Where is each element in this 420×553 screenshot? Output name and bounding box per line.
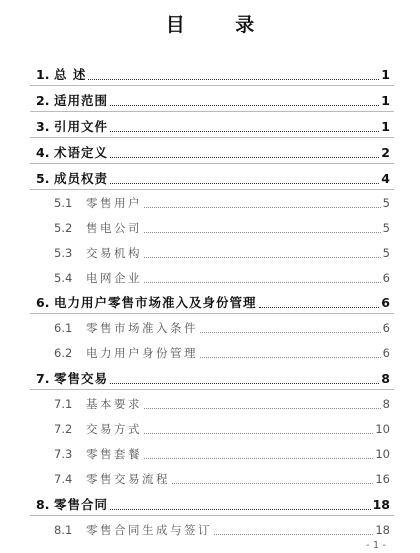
toc-entry-label: 电网企业 [86, 271, 142, 285]
dot-leader [110, 509, 371, 510]
toc-entry-label: 术语定义 [54, 145, 109, 160]
toc-entry-number: 7.4 [54, 472, 73, 486]
toc-entry-label: 适用范围 [54, 93, 109, 108]
dot-leader [110, 383, 379, 384]
toc-entry-number: 5. [36, 171, 50, 186]
toc-entry-page: 8 [381, 371, 390, 386]
toc-entry-number: 1. [36, 67, 50, 82]
toc-entry-number: 7.2 [54, 422, 73, 436]
toc-entry-number: 5.4 [54, 271, 73, 285]
toc-entry-number: 6. [36, 295, 50, 310]
toc-entry-page: 8 [382, 397, 390, 411]
toc-entry[interactable] [36, 367, 390, 387]
toc-entry[interactable] [36, 141, 390, 161]
dot-leader [200, 357, 381, 358]
toc-entry-page: 10 [375, 422, 390, 436]
toc-entry-number: 8. [36, 497, 50, 512]
toc-entry[interactable] [36, 493, 390, 513]
toc-entry-page: 6 [381, 295, 390, 310]
toc-entry-page: 16 [375, 472, 390, 486]
toc-entry-label: 零售交易 [54, 371, 109, 386]
toc-entry-label: 零售用户 [86, 196, 142, 210]
toc-entry-number: 4. [36, 145, 50, 160]
toc-entry-number: 3. [36, 119, 50, 134]
dot-leader [110, 105, 379, 106]
toc-entry-label: 电力用户身份管理 [86, 346, 198, 360]
toc-entry-number: 8.1 [54, 523, 73, 537]
toc-entry-page: 5 [382, 246, 390, 260]
toc-entry[interactable] [54, 241, 390, 261]
toc-entry[interactable] [36, 115, 390, 135]
toc-entry-page: 6 [382, 346, 390, 360]
toc-entry-label: 基本要求 [86, 397, 142, 411]
separator-line [30, 85, 394, 86]
toc-entry-label: 零售交易流程 [86, 472, 170, 486]
toc-entry-number: 7.1 [54, 397, 73, 411]
toc-entry[interactable] [54, 518, 390, 538]
dot-leader [110, 183, 379, 184]
toc-entry-page: 5 [382, 221, 390, 235]
toc-entry[interactable] [54, 266, 390, 286]
toc-entry-page: 18 [372, 497, 390, 512]
toc-entry-label: 电力用户零售市场准入及身份管理 [54, 295, 257, 310]
toc-entry-number: 7.3 [54, 447, 73, 461]
separator-line [30, 389, 394, 390]
dot-leader [259, 307, 380, 308]
toc-entry-label: 零售合同 [54, 497, 109, 512]
toc-entry-page: 6 [382, 271, 390, 285]
dot-leader [144, 207, 381, 208]
toc-entry-page: 18 [375, 523, 390, 537]
toc-entry-number: 5.1 [54, 196, 73, 210]
toc-entry-number: 5.2 [54, 221, 73, 235]
dot-leader [144, 232, 381, 233]
dot-leader [110, 157, 379, 158]
separator-line [30, 313, 394, 314]
separator-line [30, 137, 394, 138]
toc-entry-label: 零售市场准入条件 [86, 321, 198, 335]
toc-entry-page: 10 [375, 447, 390, 461]
toc-entry[interactable] [54, 392, 390, 412]
dot-leader [214, 534, 373, 535]
toc-entry[interactable] [54, 442, 390, 462]
toc-entry-number: 5.3 [54, 246, 73, 260]
toc-entry[interactable] [54, 191, 390, 211]
toc-entry-label: 交易机构 [86, 246, 142, 260]
toc-entry-page: 1 [381, 119, 390, 134]
toc-entry[interactable] [36, 167, 390, 187]
toc-entry[interactable] [36, 63, 390, 83]
toc-entry-label: 交易方式 [86, 422, 142, 436]
toc-entry[interactable] [54, 417, 390, 437]
toc-entry-label: 引用文件 [54, 119, 109, 134]
separator-line [30, 189, 394, 190]
toc-entry-page: 2 [381, 145, 390, 160]
toc-entry-page: 1 [381, 67, 390, 82]
dot-leader [110, 131, 379, 132]
toc-entry[interactable] [36, 89, 390, 109]
dot-leader [144, 458, 373, 459]
toc-entry[interactable] [54, 341, 390, 361]
toc-entry[interactable] [54, 316, 390, 336]
toc-entry[interactable] [54, 467, 390, 487]
toc-entry-number: 2. [36, 93, 50, 108]
dot-leader [144, 433, 373, 434]
separator-line [30, 163, 394, 164]
dot-leader [88, 79, 379, 80]
toc-entry-number: 7. [36, 371, 50, 386]
toc-entry[interactable] [36, 291, 390, 311]
toc-entry-label: 总 述 [54, 67, 87, 82]
toc-entry-page: 5 [382, 196, 390, 210]
dot-leader [144, 408, 381, 409]
toc-entry-page: 4 [381, 171, 390, 186]
dot-leader [144, 257, 381, 258]
toc-entry-label: 零售套餐 [86, 447, 142, 461]
toc-entry-page: 1 [381, 93, 390, 108]
toc-entry-page: 6 [382, 321, 390, 335]
toc-entry-number: 6.1 [54, 321, 73, 335]
dot-leader [144, 282, 381, 283]
dot-leader [200, 332, 381, 333]
toc-entry-label: 零售合同生成与签订 [86, 523, 212, 537]
dot-leader [172, 483, 373, 484]
toc-entry[interactable] [54, 216, 390, 236]
toc-entry-number: 6.2 [54, 346, 73, 360]
toc-title: 目 录 [165, 14, 277, 36]
toc-entry-label: 售电公司 [86, 221, 142, 235]
separator-line [30, 111, 394, 112]
toc-entry-label: 成员权责 [54, 171, 109, 186]
page-footer-mark: - 1 - [366, 540, 386, 551]
separator-line [30, 515, 394, 516]
